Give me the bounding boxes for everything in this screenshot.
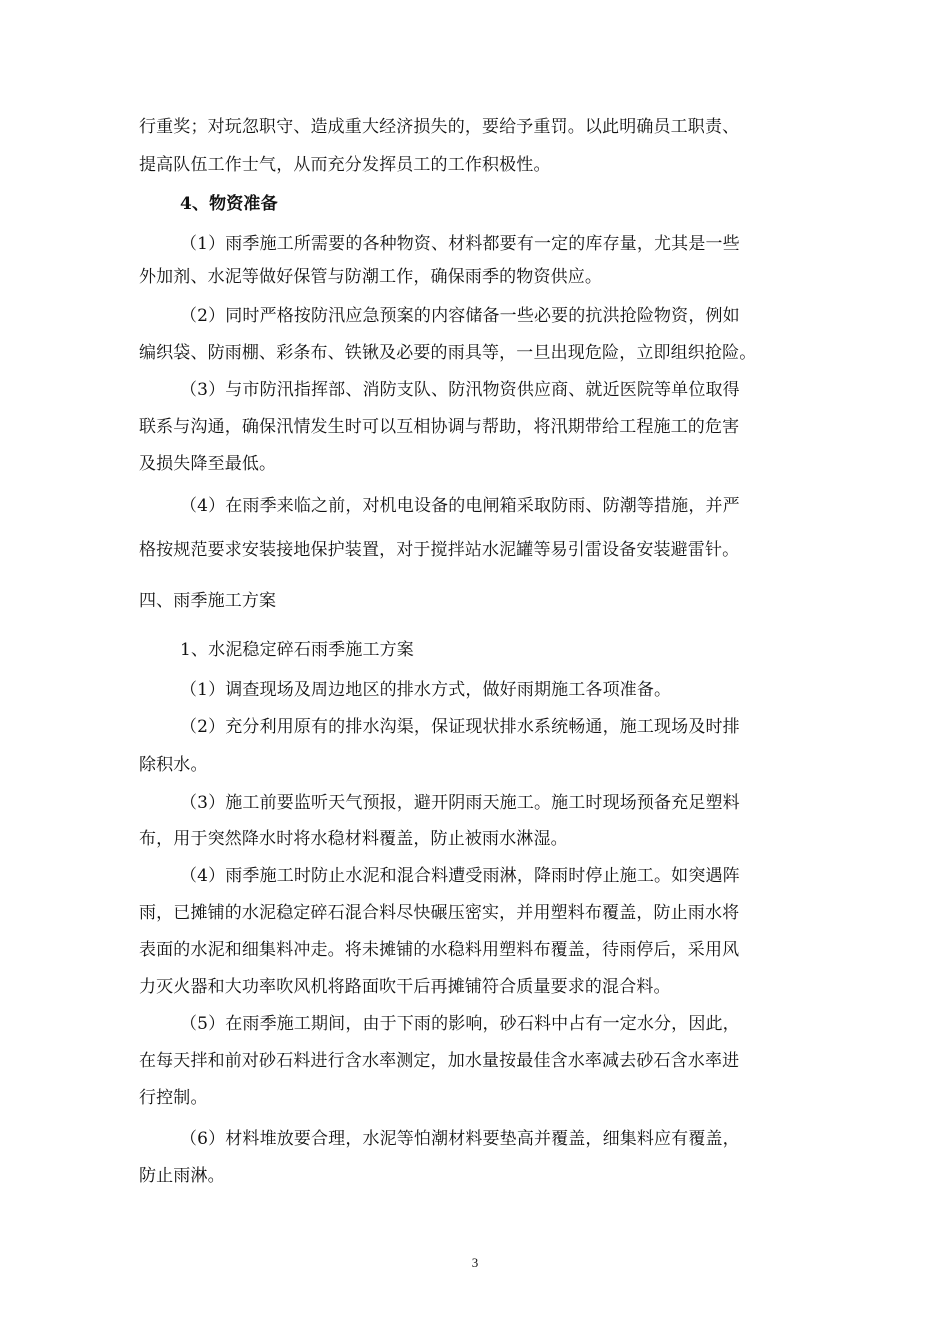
- page-number: 3: [471, 1255, 479, 1270]
- text-line: 力灭火器和大功率吹风机将路面吹干后再摊铺符合质量要求的混合料。: [139, 977, 671, 997]
- text-line: 行重奖；对玩忽职守、造成重大经济损失的，要给予重罚。以此明确员工职责、: [139, 117, 740, 137]
- subsection-heading: 1、水泥稳定碎石雨季施工方案: [180, 640, 414, 660]
- text-line: 联系与沟通，确保汛情发生时可以互相协调与帮助，将汛期带给工程施工的危害: [139, 417, 740, 437]
- text-line: 雨，已摊铺的水泥稳定碎石混合料尽快碾压密实，并用塑料布覆盖，防止雨水将: [139, 903, 740, 923]
- section-heading: 4、物资准备: [180, 194, 278, 214]
- text-line: （6）材料堆放要合理，水泥等怕潮材料要垫高并覆盖，细集料应有覆盖，: [180, 1129, 740, 1149]
- text-line: 防止雨淋。: [139, 1166, 225, 1186]
- text-line: （4）在雨季来临之前，对机电设备的电闸箱采取防雨、防潮等措施，并严: [180, 496, 740, 516]
- text-line: （3）施工前要监听天气预报，避开阴雨天施工。施工时现场预备充足塑料: [180, 793, 740, 813]
- text-line: 及损失降至最低。: [139, 454, 277, 474]
- text-line: 编织袋、防雨棚、彩条布、铁锹及必要的雨具等，一旦出现危险，立即组织抢险。: [139, 343, 757, 363]
- text-line: （5）在雨季施工期间，由于下雨的影响，砂石料中占有一定水分，因此，: [180, 1014, 740, 1034]
- text-line: 外加剂、水泥等做好保管与防潮工作，确保雨季的物资供应。: [139, 267, 603, 287]
- text-line: 除积水。: [139, 755, 208, 775]
- text-line: （2）充分利用原有的排水沟渠，保证现状排水系统畅通，施工现场及时排: [180, 717, 740, 737]
- text-line: 格按规范要求安装接地保护装置，对于搅拌站水泥罐等易引雷设备安装避雷针。: [139, 540, 740, 560]
- text-line: 提高队伍工作士气，从而充分发挥员工的工作积极性。: [139, 155, 551, 175]
- text-line: 表面的水泥和细集料冲走。将未摊铺的水稳料用塑料布覆盖，待雨停后，采用风: [139, 940, 740, 960]
- text-line: （4）雨季施工时防止水泥和混合料遭受雨淋，降雨时停止施工。如突遇阵: [180, 866, 740, 886]
- text-line: 行控制。: [139, 1088, 208, 1108]
- section-heading: 四、雨季施工方案: [139, 591, 277, 611]
- text-line: （2）同时严格按防汛应急预案的内容储备一些必要的抗洪抢险物资，例如: [180, 306, 740, 326]
- text-line: （3）与市防汛指挥部、消防支队、防汛物资供应商、就近医院等单位取得: [180, 380, 740, 400]
- text-line: （1）雨季施工所需要的各种物资、材料都要有一定的库存量，尤其是一些: [180, 234, 740, 254]
- text-line: （1）调查现场及周边地区的排水方式，做好雨期施工各项准备。: [180, 680, 672, 700]
- text-line: 在每天拌和前对砂石料进行含水率测定，加水量按最佳含水率减去砂石含水率进: [139, 1051, 740, 1071]
- text-line: 布，用于突然降水时将水稳材料覆盖，防止被雨水淋湿。: [139, 829, 568, 849]
